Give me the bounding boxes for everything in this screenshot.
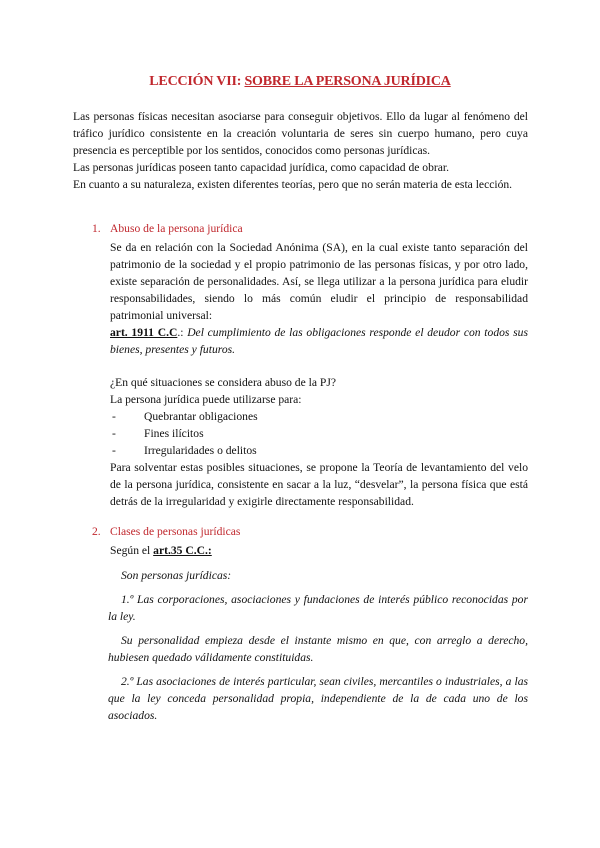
intro-paragraph: En cuanto a su naturaleza, existen diferentes teorías, pero que no serán materia de esta lección. [73, 178, 513, 191]
section-1-lead: La persona jurídica puede utilizarse para: [110, 393, 302, 406]
section-2-heading: Clases de personas jurídicas [110, 525, 241, 538]
quote-paragraph: 2.º Las asociaciones de interés particular, sean civiles, mercantiles o industriales, a las que la ley conceda personalidad propia, independiente de la de cada uno de los asociados. [108, 675, 528, 722]
article-text: Del cumplimiento de las obligaciones responde el deudor con todos sus bienes, presentes y futuros. [110, 326, 528, 356]
abuse-uses-list [112, 408, 258, 459]
section-1-paragraph: Se da en relación con la Sociedad Anónima (SA), en la cual existe tanto separación del patrimonio de la sociedad y el propio patrimonio de las personas físicas, y por otro lado, existe separación de personalidades. Así, se llega utilizar a la persona jurídica para eludir responsabilidades, siendo lo más común eludir el principio de responsabilidad patrimonial universal: [110, 241, 528, 322]
lesson-title-prefix: LECCIÓN VII: [149, 74, 245, 89]
section-1-body [110, 239, 528, 358]
section-2-lead [110, 542, 528, 559]
lesson-title [0, 74, 600, 90]
intro-block [73, 108, 528, 193]
intro-paragraph: Las personas jurídicas poseen tanto capacidad jurídica, como capacidad de obrar. [73, 161, 449, 174]
article-35-ref: art.35 C.C.: [153, 544, 212, 557]
section-1-paragraph: Para solventar estas posibles situaciones, se propone la Teoría de levantamiento del velo de la persona jurídica, consistente en sacar a la luz, “desvelar”, la persona física que está detrás de la irregularidad y exigirle directamente responsabilidad. [110, 461, 528, 508]
article-1911-citation [110, 324, 528, 358]
quote-paragraph: 1.º Las corporaciones, asociaciones y fundaciones de interés público reconocidas por la ley. [108, 593, 528, 623]
quote-paragraph: Su personalidad empieza desde el instante mismo en que, con arreglo a derecho, hubiesen quedado válidamente constituidas. [108, 634, 528, 664]
quote-paragraph: Son personas jurídicas: [121, 569, 232, 582]
list-item: - Irregularidades o delitos [112, 444, 257, 457]
section-1-closing [110, 459, 528, 510]
section-2-number: 2. [92, 525, 101, 538]
section-1-question-block [110, 374, 528, 408]
article-ref: art. 1911 C.C [110, 326, 178, 339]
article-sep: .: [177, 326, 188, 339]
list-item: - Quebrantar obligaciones [112, 410, 258, 423]
section-2-lead-prefix: Según el [110, 544, 154, 557]
intro-paragraph: Las personas físicas necesitan asociarse para conseguir objetivos. Ello da lugar al fenómeno del tráfico jurídico consistente en la creación voluntaria de seres sin cuerpo humano, pero cuya presencia es perceptible por los sentidos, conocidos como personas jurídicas. [73, 110, 528, 157]
lesson-title-topic: SOBRE LA PERSONA JURÍDICA [244, 74, 451, 89]
section-1-heading: Abuso de la persona jurídica [110, 222, 243, 235]
section-1-question: ¿En qué situaciones se considera abuso de la PJ? [110, 376, 337, 389]
list-item: - Fines ilícitos [112, 427, 204, 440]
article-35-quote [108, 567, 528, 724]
section-1-number: 1. [92, 222, 101, 235]
